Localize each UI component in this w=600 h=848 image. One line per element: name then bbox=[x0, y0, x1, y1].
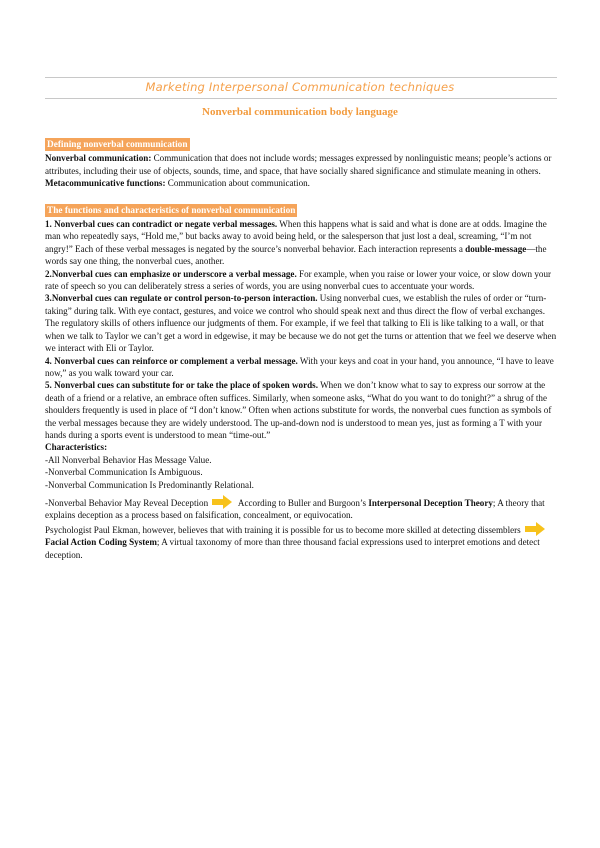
page-subtitle: Nonverbal communication body language bbox=[202, 106, 398, 118]
characteristic-item: -Nonverbal Communication Is Ambiguous. bbox=[45, 467, 203, 478]
function-item-4 bbox=[45, 355, 557, 380]
section-heading-functions: The functions and characteristics of nonverbal communication bbox=[47, 205, 296, 216]
definition-nonverbal bbox=[45, 152, 557, 177]
ekman-paragraph bbox=[45, 522, 557, 561]
definition-text: Communication about communication. bbox=[165, 178, 310, 189]
characteristic-deception bbox=[45, 495, 557, 522]
section-heading-defining: Defining nonverbal communication bbox=[47, 140, 188, 150]
function-text: For example, when you raise or lower your voice, or slow down your rate of speech so you can deliberately stress a series of words, you are using nonverbal cues to accentuate your words. bbox=[45, 268, 552, 292]
term-emphasis: double-message bbox=[465, 243, 527, 254]
function-text: —the words say one thing, the nonverbal cues, another. bbox=[45, 243, 547, 267]
theory-name: Interpersonal Deception Theory bbox=[368, 497, 493, 508]
function-text: When we don’t know what to say to express our sorrow at the death of a friend or a relative, an embrace often suffices. Similarly, when someone asks, “What do you want to do tonight?” a shrug of the shoulders frequently is used in place of “I don’t know.” Often when actions substitute for words, the nonverbal cues function as symbols of the verbal messages because they are widely understood. The up-and-down nod is understood to mean yes, just as forming a T with your hands during a sports event is understood to mean “time-out.” bbox=[45, 380, 552, 440]
definition-metacommunicative bbox=[45, 177, 557, 189]
paragraph-text: ; A virtual taxonomy of more than three thousand facial expressions used to interpret emotions and detect deception. bbox=[45, 537, 540, 560]
paragraph-text: Psychologist Paul Ekman, however, believes that with training it is possible for us to become more skilled at detecting dissemblers bbox=[45, 524, 521, 535]
facs-term: Facial Action Coding System bbox=[45, 537, 157, 548]
function-item-1 bbox=[45, 218, 557, 268]
right-arrow-icon bbox=[524, 522, 546, 536]
characteristic-item: -All Nonverbal Behavior Has Message Value. bbox=[45, 454, 212, 465]
function-item-3 bbox=[45, 292, 557, 354]
function-label: 5. Nonverbal cues can substitute for or take the place of spoken words. bbox=[45, 380, 318, 391]
function-text: When this happens what is said and what is done are at odds. Imagine the man who repeatedly says, “Hold me,” but backs away to avoid being held, or the salesperson that just lost a deal, screaming, “I’m not angry!” Each of these verbal messages is negated by the source’s nonverbal behavior. Each interaction represents a bbox=[45, 219, 547, 254]
header-rule-top bbox=[45, 77, 557, 78]
characteristic-text: ; A theory that explains deception as a process based on falsification, concealment, or equivocation. bbox=[45, 497, 545, 521]
header-rule-bottom bbox=[45, 98, 557, 99]
function-item-5 bbox=[45, 379, 557, 441]
right-arrow-icon bbox=[211, 495, 233, 509]
function-item-2 bbox=[45, 268, 557, 293]
document-body bbox=[45, 138, 557, 561]
function-label: 1. Nonverbal cues can contradict or negate verbal messages. bbox=[45, 219, 278, 230]
characteristic-text: According to Buller and Burgoon’s bbox=[236, 497, 369, 508]
function-text: Using nonverbal cues, we establish the rules of order or “turn-taking” during talk. With eye contact, gestures, and voice we control who should speak next and thus direct the flow of verbal exchanges. The regulatory skills of others influence our judgments of them. For example, if we feel that talking to Eli is like talking to a wall, or that when we talk to Taylor we can’t get a word in edgewise, it may be because we do not get the turns or attention that we feel we deserve when we interact with Eli or Taylor. bbox=[45, 293, 557, 354]
characteristic-item: -Nonverbal Communication Is Predominantly Relational. bbox=[45, 479, 254, 490]
characteristics-label bbox=[45, 441, 557, 453]
function-label: 4. Nonverbal cues can reinforce or complement a verbal message. bbox=[45, 355, 298, 366]
characteristic-text: -Nonverbal Behavior May Reveal Deception bbox=[45, 497, 209, 508]
function-label: 3.Nonverbal cues can regulate or control person-to-person interaction. bbox=[45, 293, 318, 304]
page-title: Marketing Interpersonal Communication techniques bbox=[145, 80, 455, 94]
definition-text: Communication that does not include words; messages expressed by nonlinguistic means; people’s actions or attributes, including their use of objects, sounds, time, and space, that have socially shared significance and stimulate meaning in others. bbox=[45, 153, 552, 176]
function-label: 2.Nonverbal cues can emphasize or underscore a verbal message. bbox=[45, 268, 297, 279]
characteristics-heading: Characteristics: bbox=[45, 442, 108, 453]
term-label: Metacommunicative functions: bbox=[45, 178, 166, 189]
function-text: With your keys and coat in your hand, you announce, “I have to leave now,” as you walk toward your car. bbox=[45, 355, 554, 378]
term-label: Nonverbal communication: bbox=[45, 153, 152, 164]
